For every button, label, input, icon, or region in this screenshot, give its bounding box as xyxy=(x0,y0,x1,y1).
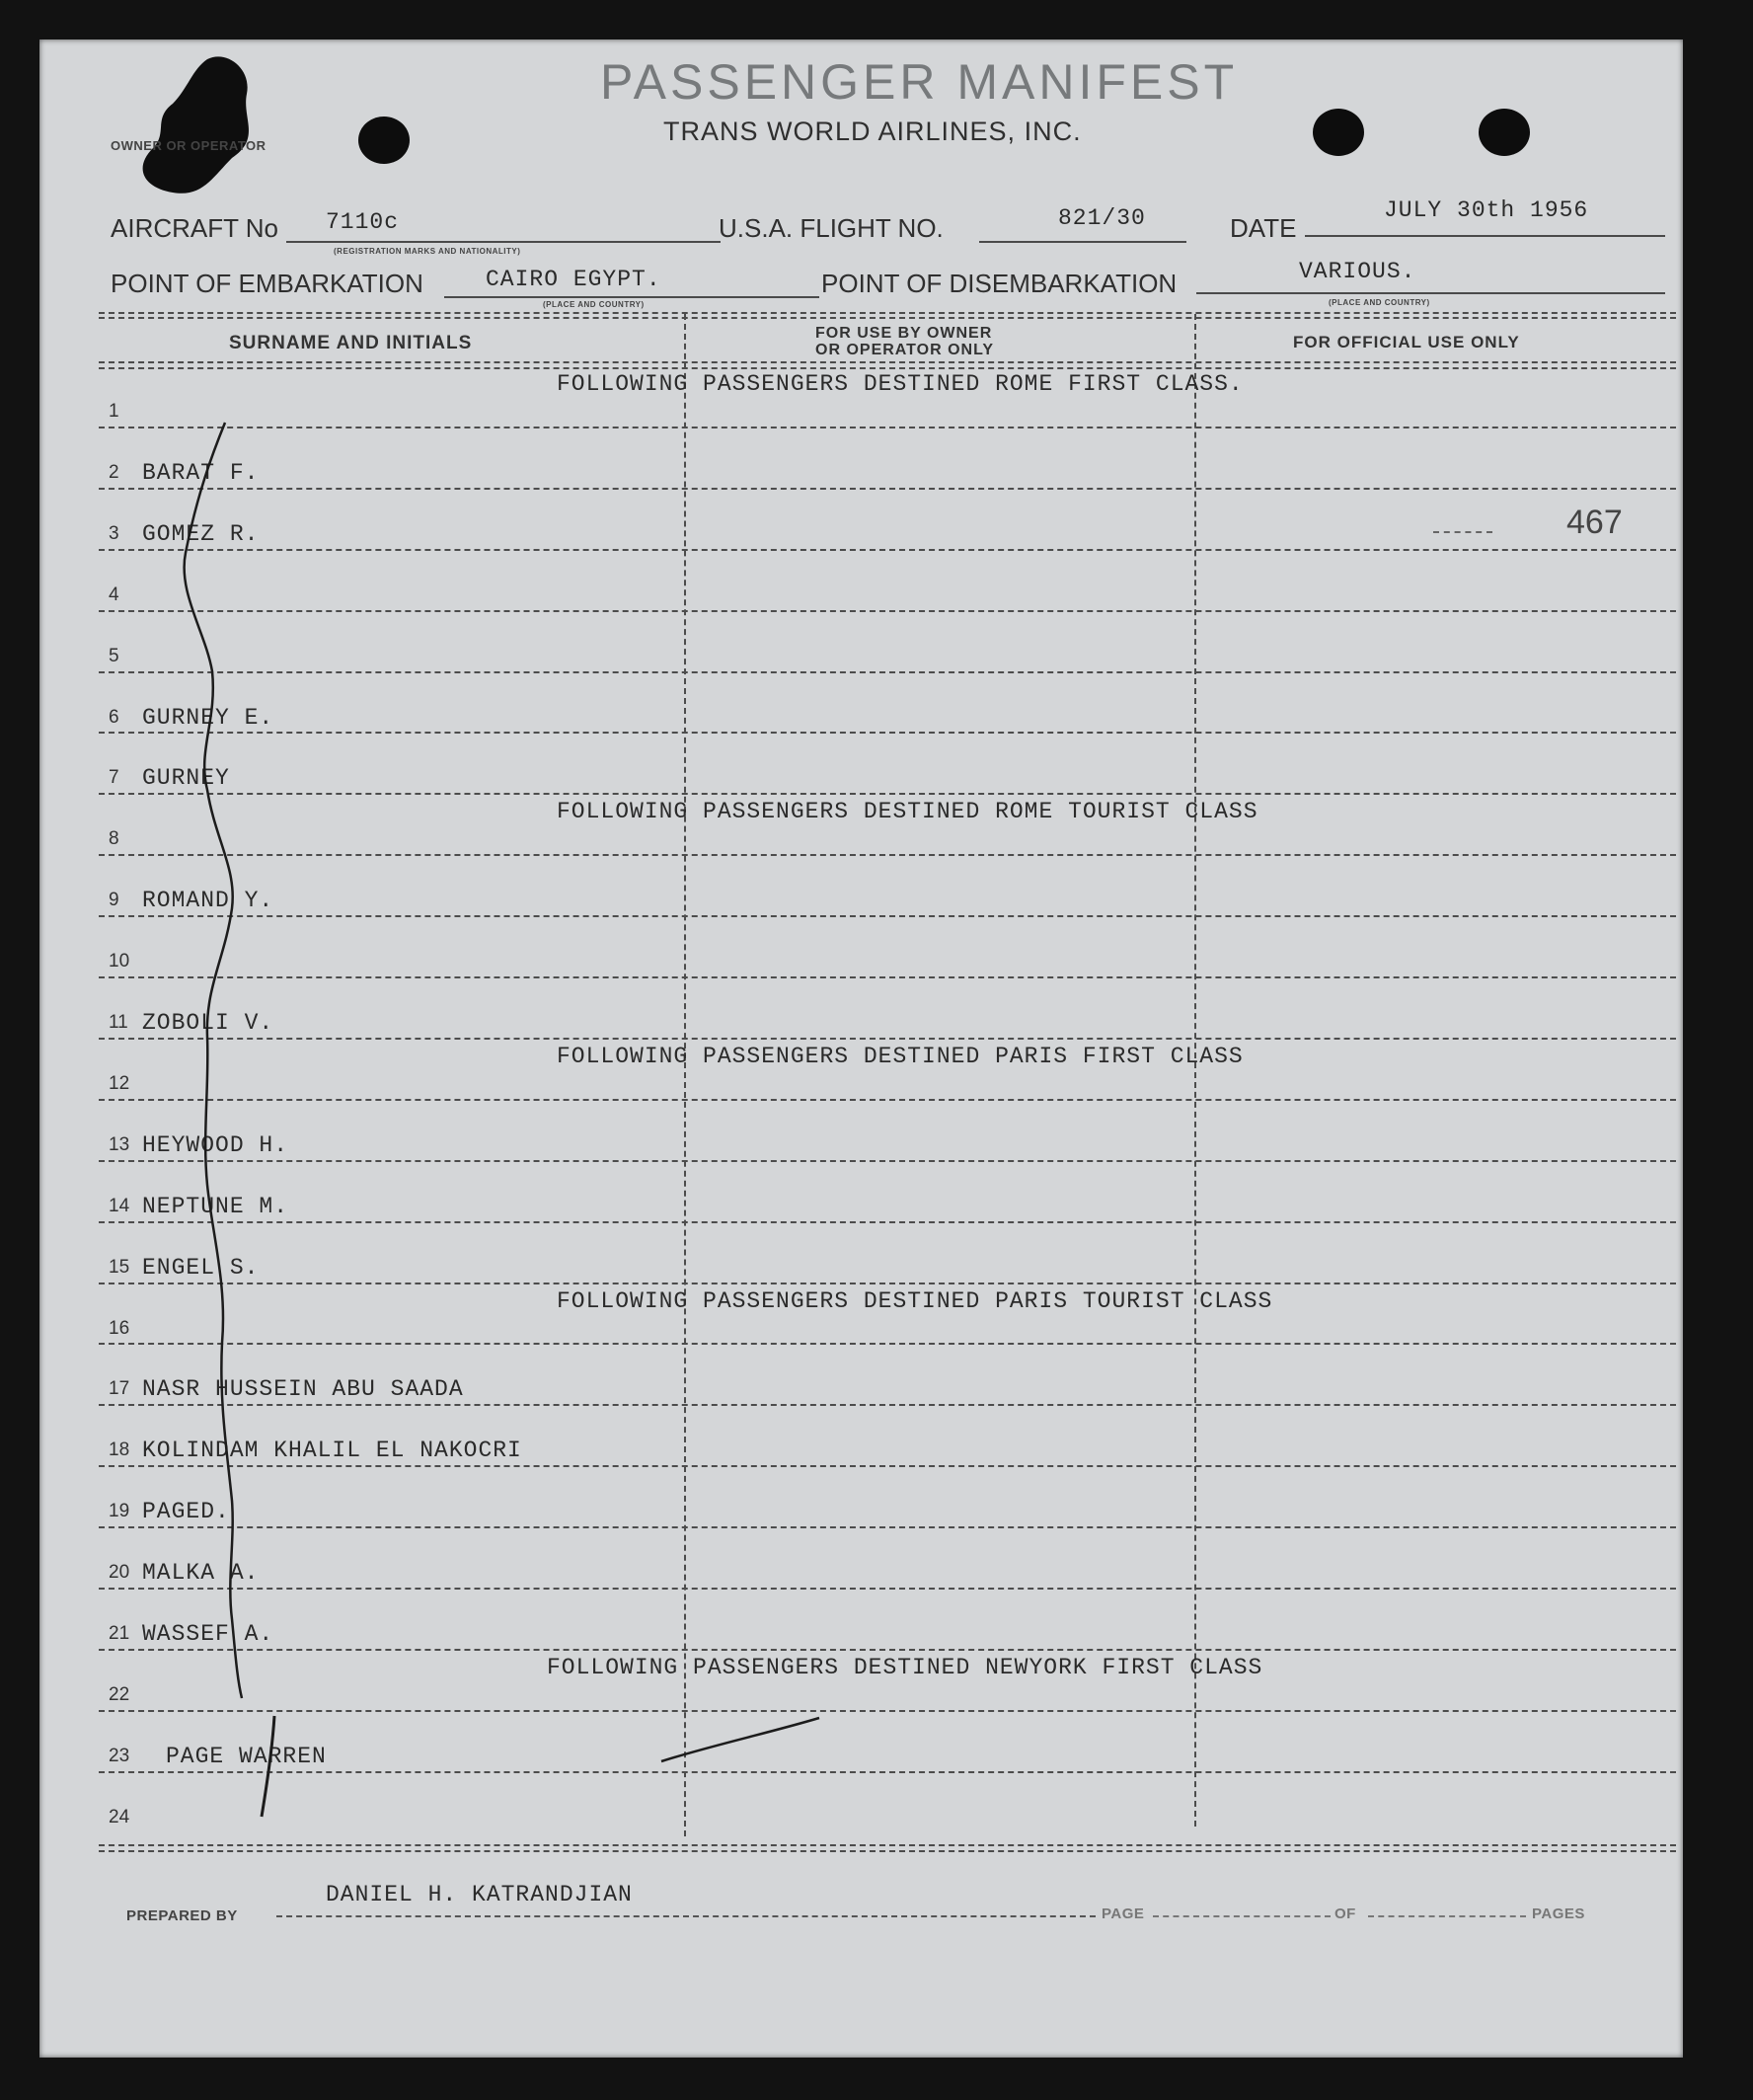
pen-stroke-bracket xyxy=(39,39,1683,2058)
row-number: 5 xyxy=(109,645,119,666)
passenger-name: BARAT F. xyxy=(142,459,260,486)
disembark-value: VARIOUS. xyxy=(1299,259,1416,284)
passenger-name: GURNEY E. xyxy=(142,704,274,731)
row-number: 24 xyxy=(109,1806,130,1828)
passenger-name: PAGED. xyxy=(142,1499,230,1525)
embark-note: (PLACE AND COUNTRY) xyxy=(543,300,645,309)
passenger-name: PAGE WARREN xyxy=(166,1743,327,1769)
section-heading: FOLLOWING PASSENGERS DESTINED PARIS TOURIST CLASS xyxy=(557,1287,1273,1314)
row-number: 17 xyxy=(109,1378,130,1400)
column-header-owner-use-2: OR OPERATOR ONLY xyxy=(815,342,995,358)
passenger-name: ENGEL S. xyxy=(142,1254,260,1281)
section-heading: FOLLOWING PASSENGERS DESTINED ROME FIRST CLASS. xyxy=(557,371,1244,397)
disembark-note: (PLACE AND COUNTRY) xyxy=(1329,298,1430,307)
embark-value: CAIRO EGYPT. xyxy=(486,267,661,292)
row-number: 6 xyxy=(109,706,119,728)
passenger-name: WASSEF A. xyxy=(142,1621,274,1647)
row-number: 8 xyxy=(109,828,119,850)
row-number: 20 xyxy=(109,1562,130,1584)
row-number: 9 xyxy=(109,890,119,911)
manifest-page xyxy=(39,39,1683,2058)
date-label: DATE xyxy=(1230,213,1297,243)
passenger-name: NEPTUNE M. xyxy=(142,1193,289,1219)
row-number: 22 xyxy=(109,1683,130,1705)
row-number: 1 xyxy=(109,401,119,422)
passenger-name: GURNEY xyxy=(142,765,230,792)
aircraft-number: 7110c xyxy=(326,209,400,235)
disembark-label: POINT OF DISEMBARKATION xyxy=(821,269,1178,298)
row-number: 11 xyxy=(109,1012,128,1033)
row-number: 23 xyxy=(109,1745,130,1766)
passenger-name: HEYWOOD H. xyxy=(142,1131,289,1158)
row-number: 7 xyxy=(109,767,119,789)
flight-number: 821/30 xyxy=(1058,205,1146,231)
row-number: 4 xyxy=(109,583,119,605)
page-title: PASSENGER MANIFEST xyxy=(600,54,1239,110)
flight-label: U.S.A. FLIGHT NO. xyxy=(719,213,944,243)
row-number: 15 xyxy=(109,1256,130,1278)
official-use-note: 467 xyxy=(1566,504,1623,541)
column-header-owner-use-1: FOR USE BY OWNER xyxy=(815,325,993,342)
registration-note: (REGISTRATION MARKS AND NATIONALITY) xyxy=(334,247,521,256)
column-header-surname: SURNAME AND INITIALS xyxy=(229,333,473,353)
owner-operator-label: OWNER OR OPERATOR xyxy=(111,138,267,153)
row-number: 12 xyxy=(109,1072,130,1094)
passenger-name: ZOBOLI V. xyxy=(142,1010,274,1036)
column-header-official-use: FOR OFFICIAL USE ONLY xyxy=(1293,333,1520,351)
date-value: JULY 30th 1956 xyxy=(1384,197,1589,223)
row-number: 19 xyxy=(109,1501,130,1522)
airline-name: TRANS WORLD AIRLINES, INC. xyxy=(663,117,1082,146)
row-number: 21 xyxy=(109,1623,130,1644)
aircraft-label: AIRCRAFT No xyxy=(111,213,278,243)
passenger-name: MALKA A. xyxy=(142,1560,260,1587)
row-number: 2 xyxy=(109,461,119,483)
prepared-by-value: DANIEL H. KATRANDJIAN xyxy=(326,1882,633,1907)
section-heading: FOLLOWING PASSENGERS DESTINED PARIS FIRST CLASS xyxy=(557,1043,1244,1069)
row-number: 14 xyxy=(109,1195,130,1216)
row-number: 3 xyxy=(109,522,119,544)
section-heading: FOLLOWING PASSENGERS DESTINED NEWYORK FIRST CLASS xyxy=(547,1654,1263,1680)
page-label: PAGE xyxy=(1102,1906,1145,1922)
passenger-name: GOMEZ R. xyxy=(142,520,260,547)
pages-label: PAGES xyxy=(1532,1906,1585,1922)
embark-label: POINT OF EMBARKATION xyxy=(111,269,423,298)
row-number: 13 xyxy=(109,1133,130,1155)
row-number: 16 xyxy=(109,1317,130,1339)
of-label: OF xyxy=(1334,1906,1356,1922)
passenger-name: NASR HUSSEIN ABU SAADA xyxy=(142,1376,464,1403)
prepared-by-label: PREPARED BY xyxy=(126,1907,238,1924)
row-number: 18 xyxy=(109,1439,130,1461)
row-number: 10 xyxy=(109,951,130,972)
section-heading: FOLLOWING PASSENGERS DESTINED ROME TOURIST CLASS xyxy=(557,799,1258,825)
passenger-name: KOLINDAM KHALIL EL NAKOCRI xyxy=(142,1438,522,1464)
passenger-name: ROMAND Y. xyxy=(142,888,274,914)
